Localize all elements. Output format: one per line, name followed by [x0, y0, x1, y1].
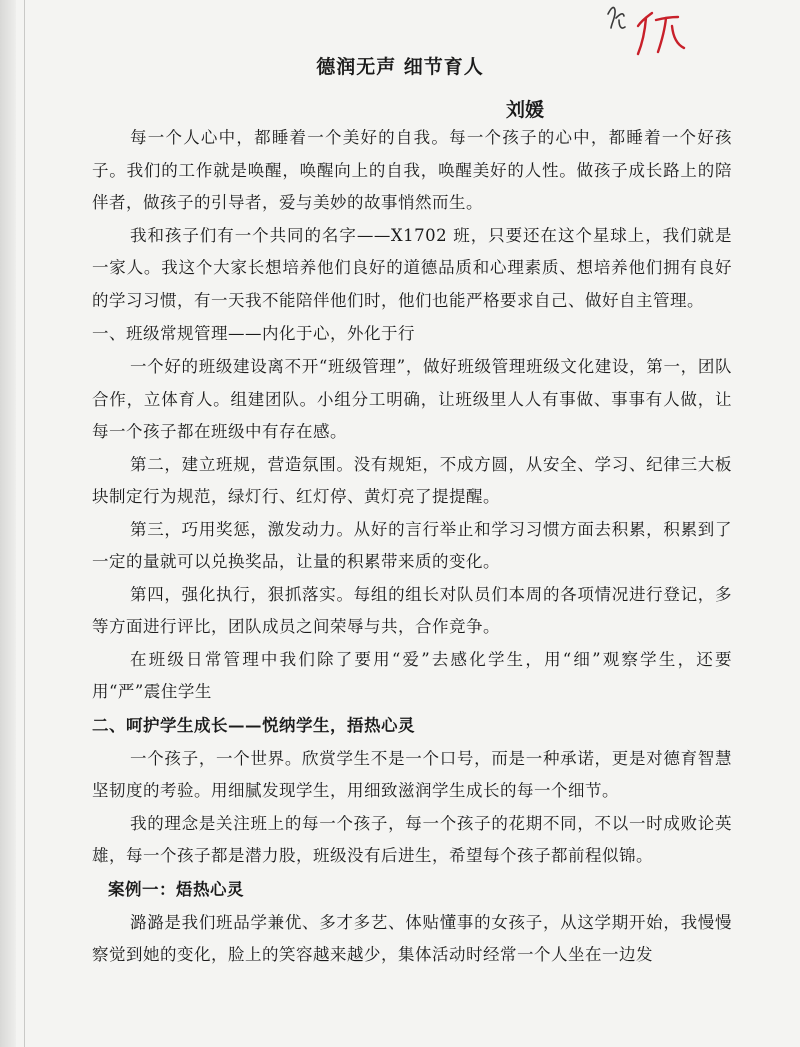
- red-ink-strokes: [638, 13, 684, 54]
- scan-margin-line: [24, 0, 25, 1047]
- section-2-paragraph: 我的理念是关注班上的每一个孩子，每一个孩子的花期不同，不以一时成败论英雄，每一个孩子都是潜力股，班级没有后进生，希望每个孩子都前程似锦。: [92, 813, 732, 865]
- intro-paragraph-1: 每一个人心中，都睡着一个美好的自我。每一个孩子的心中，都睡着一个好孩子。我们的工作就是唤醒，唤醒向上的自我，唤醒美好的人性。做孩子成长路上的陪伴者，做孩子的引导者，爱与美妙的故事悄然而生。: [92, 128, 732, 212]
- scan-shadow-edge: [0, 0, 16, 1047]
- document-author: 刘媛: [506, 99, 545, 121]
- faint-pencil-scribble: [608, 7, 625, 28]
- red-handwritten-grade-mark: [578, 0, 698, 60]
- intro-paragraph-2: 我和孩子们有一个共同的名字——X1702 班，只要还在这个星球上，我们就是一家人。我这个大家长想培养他们良好的道德品质和心理素质、想培养他们拥有良好的学习习惯，有一天我不能陪伴他们时，他们也能严格要求自己、做好自主管理。: [92, 225, 732, 310]
- section-1-paragraph: 第四，强化执行，狠抓落实。每组的组长对队员们本周的各项情况进行登记，多等方面进行评比，团队成员之间荣辱与共，合作竞争。: [92, 584, 732, 636]
- case-1-heading: 案例一：焐热心灵: [108, 879, 244, 899]
- document-body: [92, 122, 732, 972]
- section-1-paragraph: 第三，巧用奖惩，激发动力。从好的言行举止和学习习惯方面去积累，积累到了一定的量就可以兑换奖品，让量的积累带来质的变化。: [92, 519, 732, 571]
- section-1-paragraph: 在班级日常管理中我们除了要用“爱”去感化学生，用“细”观察学生，还要用“严”震住学生: [92, 649, 732, 701]
- section-1-paragraph: 第二，建立班规，营造氛围。没有规矩，不成方圆，从安全、学习、纪律三大板块制定行为规范，绿灯行、红灯停、黄灯亮了提提醒。: [92, 454, 732, 506]
- section-1-paragraph: 一个好的班级建设离不开“班级管理”，做好班级管理班级文化建设，第一，团队合作，立体育人。组建团队。小组分工明确，让班级里人人有事做、事事有人做，让每一个孩子都在班级中有存在感。: [92, 357, 732, 441]
- document-title: 德润无声 细节育人: [316, 56, 484, 78]
- section-1-heading: 一、班级常规管理——内化于心，外化于行: [92, 324, 415, 343]
- section-2-paragraph: 一个孩子，一个世界。欣赏学生不是一个口号，而是一种承诺，更是对德育智慧坚韧度的考验。用细腻发现学生，用细致滋润学生成长的每一个细节。: [92, 748, 732, 800]
- section-2-heading: 二、呵护学生成长——悦纳学生，捂热心灵: [92, 715, 415, 735]
- case-1-paragraph: 潞潞是我们班品学兼优、多才多艺、体贴懂事的女孩子，从这学期开始，我慢慢察觉到她的变化，脸上的笑容越来越少，集体活动时经常一个人坐在一边发: [92, 912, 732, 964]
